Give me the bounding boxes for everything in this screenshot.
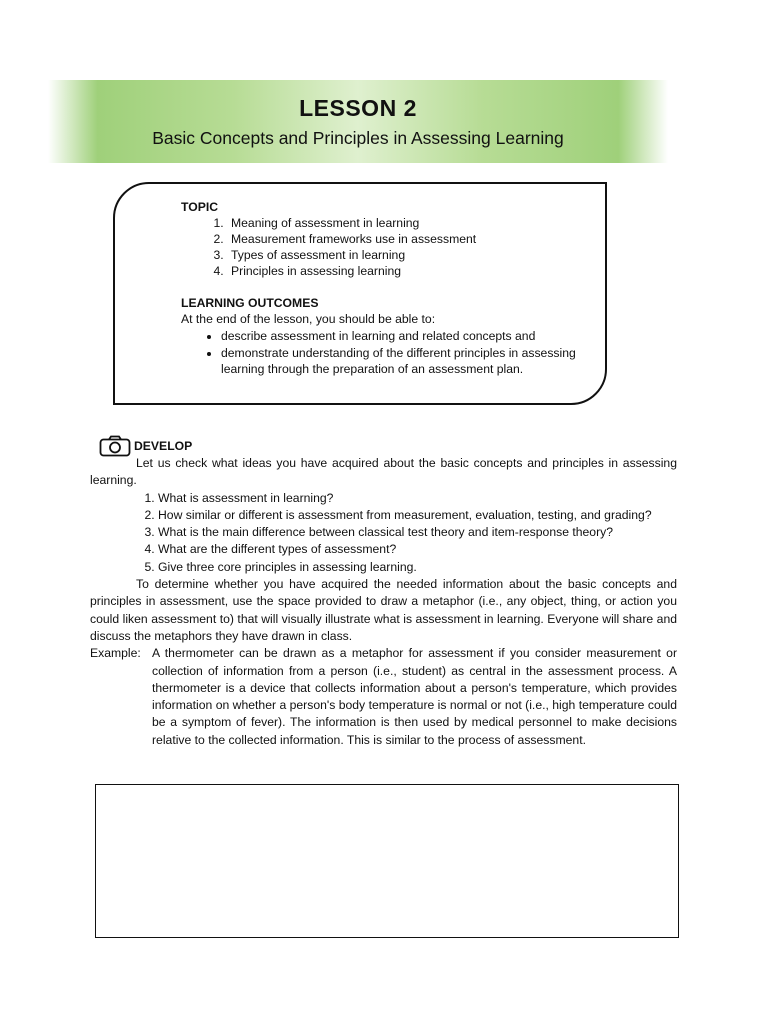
develop-instructions: To determine whether you have acquired the needed information about the basic concepts and principles in assessment, use the space provided to draw a metaphor (i.e., any object, thing, or action you could liken assessment to) that will visually illustrate what is assessment in learning. Everyone will share and discuss the metaphors they have drawn in class. <box>90 577 677 643</box>
drawing-area[interactable] <box>95 784 679 938</box>
example-block <box>90 645 677 749</box>
question-item: 2. How similar or different is assessment from measurement, evaluation, testing, and grading? <box>158 507 677 524</box>
develop-intro: Let us check what ideas you have acquired about the basic concepts and principles in assessing learning. <box>90 456 677 488</box>
topic-list <box>181 215 591 279</box>
develop-heading: DEVELOP <box>134 439 193 453</box>
outcome-item: • describe assessment in learning and related concepts and <box>221 328 591 344</box>
topic-heading: TOPIC <box>181 200 219 214</box>
question-item: 1. What is assessment in learning? <box>158 490 677 507</box>
question-item: 5. Give three core principles in assessing learning. <box>158 559 677 576</box>
topic-box-content <box>181 199 591 378</box>
outcome-item: • demonstrate understanding of the different principles in assessing learning through the preparation of an assessment plan. <box>221 345 591 377</box>
topic-item: 1. Meaning of assessment in learning <box>227 215 591 231</box>
question-item: 3. What is the main difference between classical test theory and item-response theory? <box>158 524 677 541</box>
topic-box <box>113 182 607 405</box>
camera-icon <box>99 435 131 457</box>
lesson-subtitle: Basic Concepts and Principles in Assessing Learning <box>152 128 564 148</box>
topic-item: 2. Measurement frameworks use in assessment <box>227 231 591 247</box>
outcomes-heading: LEARNING OUTCOMES <box>181 296 319 310</box>
question-list <box>90 490 677 576</box>
topic-item: 3. Types of assessment in learning <box>227 247 591 263</box>
example-text: A thermometer can be drawn as a metaphor for assessment if you consider measurement or collection of information from a person (i.e., student) as central in the assessment process. A thermometer is a device that collects information about a person's temperature, which provides information on whether a person's body temperature is normal or not (i.e., high temperature could be a symptom of fever). The information is then used by medical personnel to make decisions relative to the collected information. This is similar to the process of assessment. <box>152 646 677 747</box>
spacer <box>181 279 591 295</box>
outcomes-intro: At the end of the lesson, you should be able to: <box>181 312 436 326</box>
develop-body <box>90 455 677 749</box>
question-item: 4. What are the different types of assessment? <box>158 541 677 558</box>
outcomes-list <box>181 328 591 377</box>
lesson-title: LESSON 2 <box>299 95 417 121</box>
lesson-banner <box>48 80 668 163</box>
topic-item: 4. Principles in assessing learning <box>227 263 591 279</box>
example-label: Example: <box>90 646 141 661</box>
